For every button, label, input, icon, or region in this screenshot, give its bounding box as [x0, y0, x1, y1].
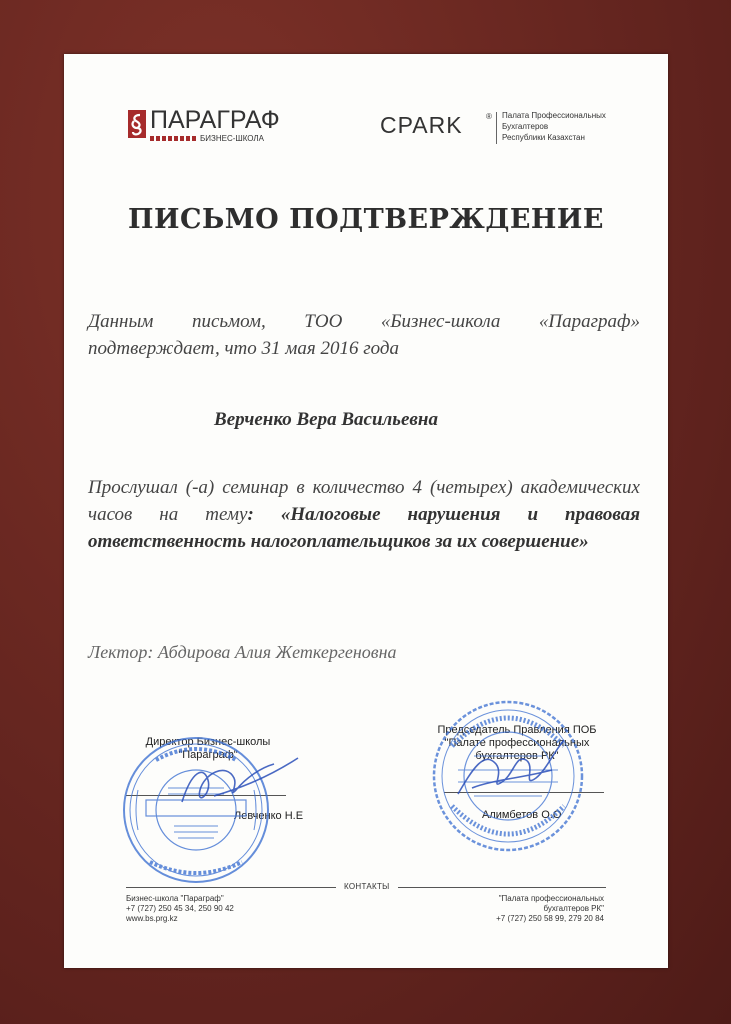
seminar-paragraph [88, 474, 640, 555]
right-signatory-title-line: "Палате профессиональных [444, 737, 590, 749]
contact-left-line: www.bs.prg.kz [126, 914, 178, 923]
right-signatory-title-line: бухгалтеров РК" [475, 750, 559, 762]
seminar-topic: : «Налоговые нарушения и правовая ответственность налогоплательщиков за их совершение» [88, 504, 641, 552]
contact-right-line: +7 (727) 250 58 99, 279 20 84 [496, 914, 604, 923]
left-signatory-title-line: "Параграф" [178, 749, 238, 761]
left-handwritten-signature-icon [174, 750, 304, 820]
right-signatory-title-line: Председатель Правления ПОБ [437, 724, 597, 736]
contacts-right-block [424, 894, 604, 924]
contact-left-line: +7 (727) 250 45 34, 250 90 42 [126, 904, 234, 913]
right-signer-name: Алимбетов О.О [482, 809, 562, 821]
left-signer-name: Левченко Н.Е [234, 810, 304, 822]
intro-paragraph: Данным письмом, ТОО «Бизнес-школа «Параграф» подтверждает, что 31 мая 2016 года [88, 311, 640, 359]
left-signatory-title-line: Директор Бизнес-школы [145, 736, 271, 748]
contact-right-line: "Палата профессиональных [498, 894, 604, 903]
document-title: ПИСЬМО ПОДТВЕРЖДЕНИЕ [128, 204, 605, 235]
contacts-left-block [126, 894, 326, 924]
seminar-text: Прослушал (-а) семинар в количество 4 (четырех) академических часов на тему [88, 477, 640, 525]
paragraph-dots-icon [150, 136, 198, 142]
contact-right-line: бухгалтеров РК" [543, 904, 604, 913]
paragraph-logo-subtitle: БИЗНЕС-ШКОЛА [200, 134, 265, 143]
cpark-logo [380, 110, 610, 150]
cpark-org-line: Республики Казахстан [502, 133, 585, 142]
cpark-registered-mark: ® [486, 112, 492, 121]
cpark-org-line: Бухгалтеров [502, 122, 549, 131]
cpark-org-name [502, 110, 612, 143]
paragraph-logo-name: ПАРАГРАФ [150, 106, 280, 134]
paragraph-logo [128, 106, 328, 150]
cpark-org-line: Палата Профессиональных [502, 111, 606, 120]
contacts-label: КОНТАКТЫ [336, 882, 398, 891]
contact-left-line: Бизнес-школа "Параграф" [126, 894, 224, 903]
recipient-name: Верченко Вера Васильевна [214, 409, 438, 430]
right-handwritten-signature-icon [452, 730, 572, 810]
paragraph-mark-icon [128, 110, 146, 138]
lecturer-line: Лектор: Абдирова Алия Жеткергеновна [88, 642, 397, 662]
cpark-divider [496, 112, 497, 144]
cpark-logo-name: CPARK [380, 112, 463, 138]
certificate-paper [64, 54, 668, 968]
